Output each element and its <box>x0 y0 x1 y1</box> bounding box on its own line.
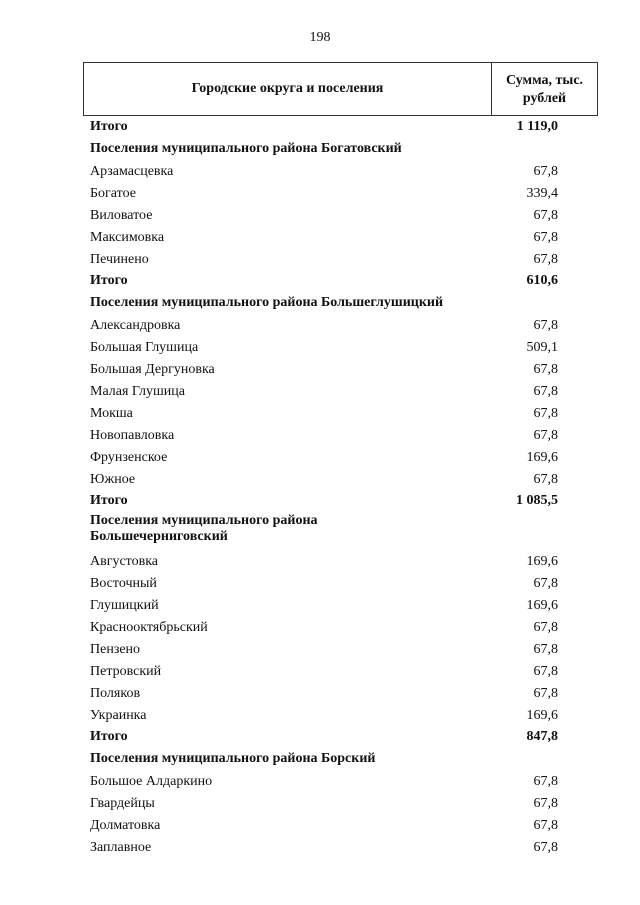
table-row <box>90 661 590 683</box>
district-header-row <box>90 137 590 161</box>
row-value: 169,6 <box>526 450 558 465</box>
row-value: 67,8 <box>533 252 558 267</box>
row-name: Пензено <box>90 642 141 657</box>
row-name: Виловатое <box>90 208 153 223</box>
row-value: 67,8 <box>533 384 558 399</box>
row-value: 1 119,0 <box>516 119 558 134</box>
row-value: 67,8 <box>533 840 558 855</box>
table-row <box>90 595 590 617</box>
table-row <box>90 815 590 837</box>
total-row <box>90 491 590 511</box>
row-name: Заплавное <box>90 840 152 855</box>
row-name: Южное <box>90 472 136 487</box>
table-row <box>90 771 590 793</box>
row-name: Краснооктябрьский <box>90 620 208 635</box>
column-header-sum-line1: Сумма, тыс. <box>505 73 584 88</box>
column-header-name: Городские округа и поселения <box>84 63 492 115</box>
table-row <box>90 551 590 573</box>
row-name: Поляков <box>90 686 141 701</box>
table-row <box>90 425 590 447</box>
table-row <box>90 837 590 859</box>
row-value: 169,6 <box>526 598 558 613</box>
row-value: 67,8 <box>533 576 558 591</box>
row-name: Августовка <box>90 554 159 569</box>
table-row <box>90 573 590 595</box>
row-name: Итого <box>90 493 128 508</box>
row-value: 67,8 <box>533 406 558 421</box>
column-header-sum-line2: рублей <box>522 91 567 106</box>
row-value: 169,6 <box>526 554 558 569</box>
row-name: Большая Дергуновка <box>90 362 215 377</box>
row-name: Итого <box>90 273 128 288</box>
row-name: Итого <box>90 729 128 744</box>
row-name: Глушицкий <box>90 598 159 613</box>
table-row <box>90 793 590 815</box>
district-header-row <box>90 291 590 315</box>
row-name: Богатое <box>90 186 136 201</box>
table-row <box>90 315 590 337</box>
row-name-line2: Большечерниговский <box>90 529 228 544</box>
row-value: 67,8 <box>533 362 558 377</box>
table-row <box>90 683 590 705</box>
row-name: Долматовка <box>90 818 161 833</box>
row-name: Поселения муниципального района Богатовский <box>90 141 402 156</box>
district-header-row <box>90 511 590 551</box>
row-name: Большая Глушица <box>90 340 199 355</box>
row-name: Мокша <box>90 406 133 421</box>
row-name: Малая Глушица <box>90 384 185 399</box>
page-number: 198 <box>309 30 331 45</box>
table-row <box>90 469 590 491</box>
row-value: 169,6 <box>526 708 558 723</box>
row-name: Новопавловка <box>90 428 175 443</box>
table-row <box>90 359 590 381</box>
total-row <box>90 271 590 291</box>
row-value: 67,8 <box>533 208 558 223</box>
row-value: 67,8 <box>533 818 558 833</box>
row-value: 610,6 <box>526 273 558 288</box>
total-row <box>90 727 590 747</box>
table-header <box>83 62 598 116</box>
row-value: 67,8 <box>533 774 558 789</box>
row-name: Восточный <box>90 576 157 591</box>
row-name: Итого <box>90 119 128 134</box>
row-value: 67,8 <box>533 642 558 657</box>
row-value: 67,8 <box>533 664 558 679</box>
row-value: 67,8 <box>533 428 558 443</box>
row-name: Поселения муниципального района Борский <box>90 751 376 766</box>
table-row <box>90 447 590 469</box>
table-row <box>90 639 590 661</box>
row-value: 847,8 <box>526 729 558 744</box>
table-row <box>90 381 590 403</box>
district-header-row <box>90 747 590 771</box>
table-row <box>90 403 590 425</box>
row-value: 509,1 <box>526 340 558 355</box>
table-row <box>90 617 590 639</box>
row-name: Александровка <box>90 318 181 333</box>
column-header-sum <box>492 63 597 115</box>
total-row <box>90 117 590 137</box>
row-name: Максимовка <box>90 230 165 245</box>
row-value: 1 085,5 <box>516 493 558 508</box>
row-name: Поселения муниципального района Большеглушицкий <box>90 295 444 310</box>
row-name-line1: Поселения муниципального района <box>90 513 318 528</box>
table-row <box>90 205 590 227</box>
row-name: Большое Алдаркино <box>90 774 213 789</box>
row-value: 67,8 <box>533 686 558 701</box>
row-name: Фрунзенское <box>90 450 168 465</box>
row-name: Печинено <box>90 252 149 267</box>
table-row <box>90 705 590 727</box>
row-value: 67,8 <box>533 164 558 179</box>
table-row <box>90 337 590 359</box>
row-value: 67,8 <box>533 230 558 245</box>
table-body <box>90 117 590 859</box>
row-value: 339,4 <box>526 186 558 201</box>
row-name: Украинка <box>90 708 147 723</box>
row-value: 67,8 <box>533 620 558 635</box>
table-row <box>90 227 590 249</box>
row-value: 67,8 <box>533 318 558 333</box>
row-name: Арзамасцевка <box>90 164 174 179</box>
row-name <box>90 511 480 545</box>
table-row <box>90 161 590 183</box>
table-row <box>90 183 590 205</box>
row-value: 67,8 <box>533 796 558 811</box>
row-value: 67,8 <box>533 472 558 487</box>
table-row <box>90 249 590 271</box>
row-name: Петровский <box>90 664 162 679</box>
row-name: Гвардейцы <box>90 796 155 811</box>
